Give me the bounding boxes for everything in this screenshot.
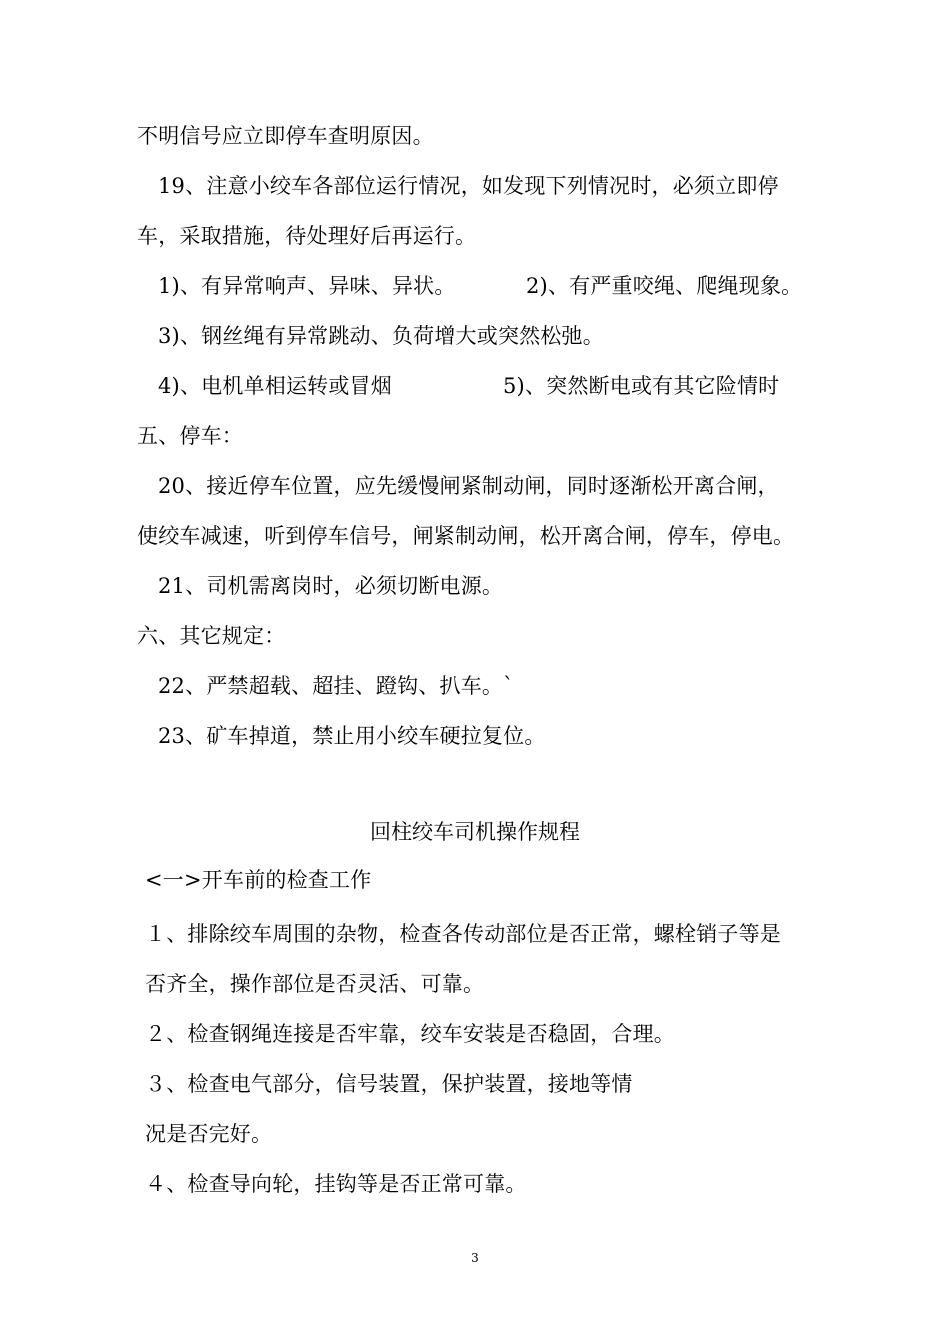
item-19-line-1: 19、注意小绞车各部位运行情况，如发现下列情况时，必须立即停 — [158, 174, 779, 198]
item-20-line-1: 20、接近停车位置，应先缓慢闸紧制动闸，同时逐渐松开离合闸， — [158, 474, 779, 498]
paragraph-line: 不明信号应立即停车查明原因。 — [137, 124, 434, 148]
sub-item-5: 5)、突然断电或有其它险情时 — [503, 374, 780, 398]
check-item-3-line-2: 况是否完好。 — [145, 1122, 273, 1146]
sub-item-1: 1)、有异常响声、异味、异状。 — [158, 274, 456, 298]
check-item-4: ４、检查导向轮，挂钩等是否正常可靠。 — [145, 1172, 527, 1196]
sub-item-3: 3)、钢丝绳有异常跳动、负荷增大或突然松弛。 — [158, 324, 604, 348]
sub-item-4: 4)、电机单相运转或冒烟 — [158, 374, 392, 398]
subheading: <一>开车前的检查工作 — [145, 868, 372, 892]
check-item-1-line-1: １、排除绞车周围的杂物，检查各传动部位是否正常，螺栓销子等是 — [145, 922, 781, 946]
check-item-3-line-1: ３、检查电气部分，信号装置，保护装置，接地等情 — [145, 1072, 633, 1096]
section-title: 回柱绞车司机操作规程 — [370, 820, 580, 844]
item-23: 23、矿车掉道，禁止用小绞车硬拉复位。 — [158, 724, 546, 748]
page-number: 3 — [471, 1251, 479, 1265]
item-19-line-2: 车，采取措施，待处理好后再运行。 — [137, 224, 477, 248]
section-five-heading: 五、停车： — [137, 424, 243, 448]
section-six-heading: 六、其它规定： — [137, 624, 286, 648]
item-22: 22、严禁超载、超挂、蹬钩、扒车。` — [158, 674, 514, 698]
check-item-2: ２、检查钢绳连接是否牢靠，绞车安装是否稳固，合理。 — [145, 1022, 675, 1046]
item-21: 21、司机需离岗时，必须切断电源。 — [158, 574, 504, 598]
item-20-line-2: 使绞车减速，听到停车信号，闸紧制动闸，松开离合闸，停车，停电。 — [137, 524, 795, 548]
sub-item-2: 2)、有严重咬绳、爬绳现象。 — [526, 274, 803, 298]
check-item-1-line-2: 否齐全，操作部位是否灵活、可靠。 — [145, 972, 485, 996]
